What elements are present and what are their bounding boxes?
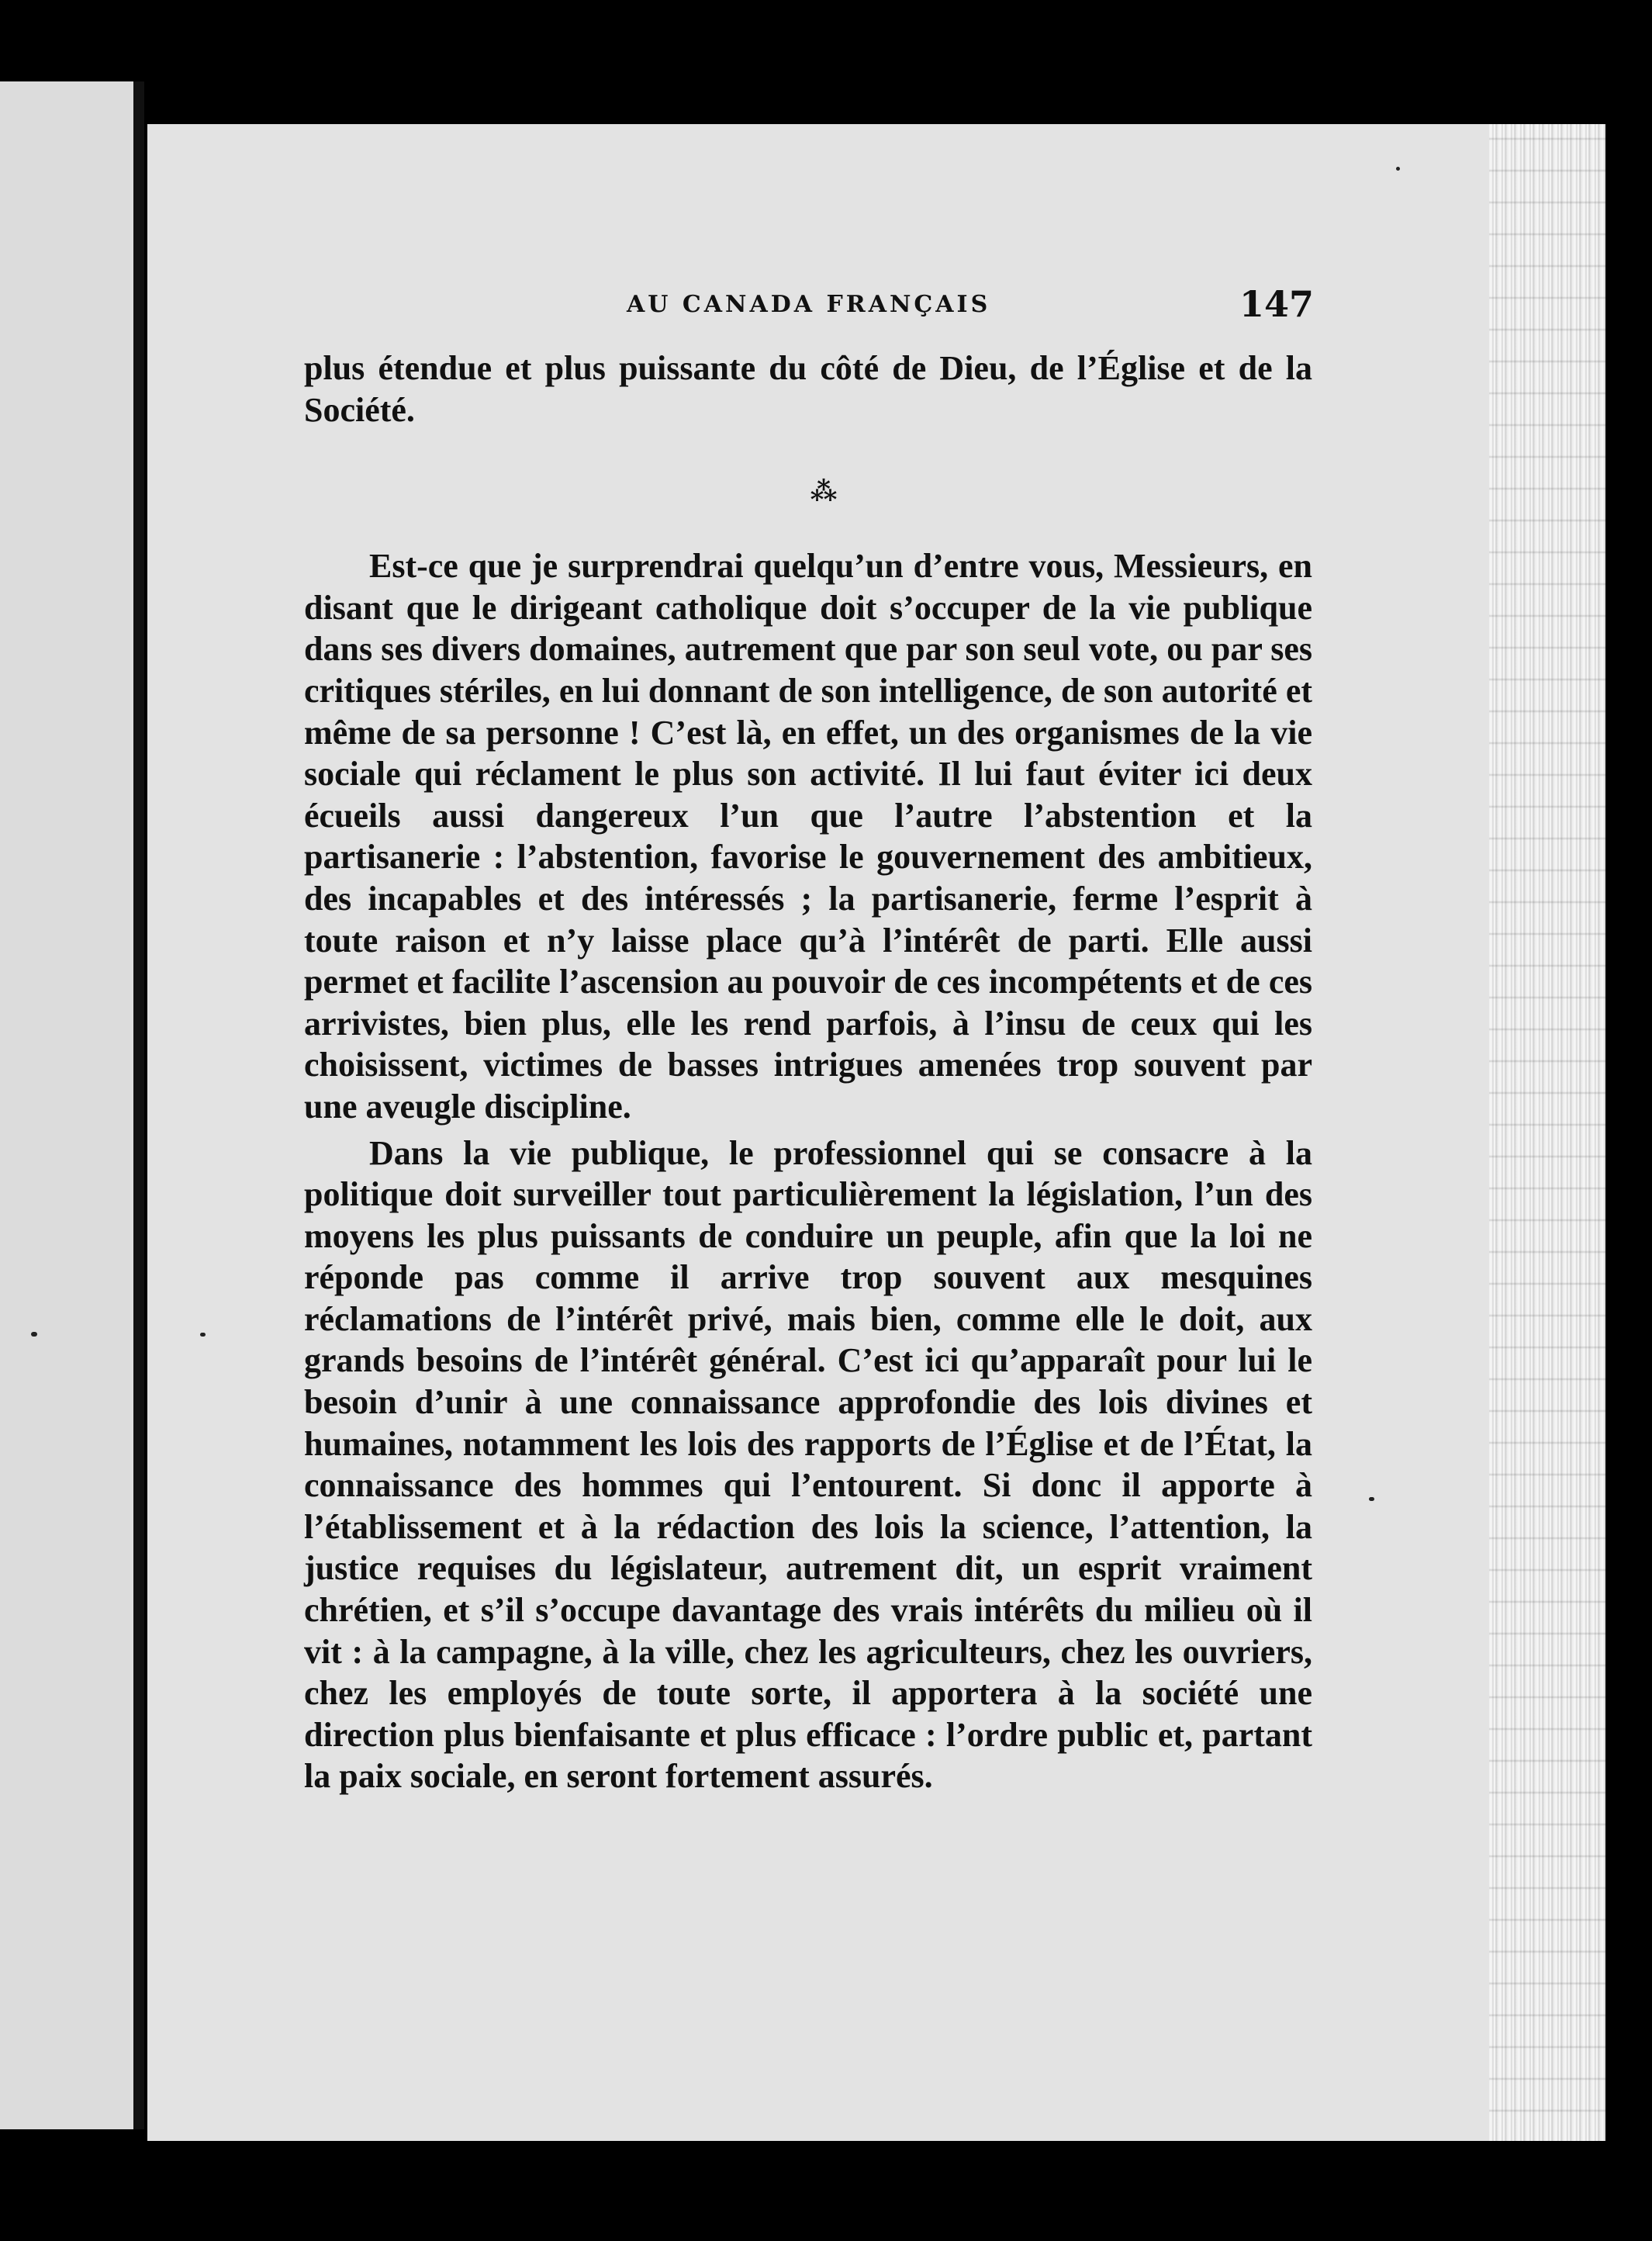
paragraph: Est-ce que je surprendrai quelqu’un d’entre vous, Messieurs, en disant que le dirigeant catholique doit s’occuper de la vie publique dans ses divers domaines, autrement que par son seul vote, ou par ses critiques stériles, en lui donnant de son intelligence, de son autorité et même de sa personne ! C’est là, en effet, un des organismes de la vie sociale qui réclament le plus son activité. Il lui faut éviter ici deux écueils aussi dangereux l’un que l’autre l’abstention et la partisanerie : l’abstention, favorise le gouvernement des ambitieux, des incapables et des intéressés ; la partisanerie, ferme l’esprit à toute raison et n’y laisse place qu’à l’intérêt de parti. Elle aussi permet et facilite l’ascension au pouvoir de ces incompétents et de ces arrivistes, bien plus, elle les rend parfois, à l’insu de ceux qui les choisissent, victimes de basses intrigues amenées trop souvent par une aveugle discipline. bbox=[304, 547, 1312, 1126]
ink-speck bbox=[200, 1333, 206, 1337]
continuation-paragraph: plus étendue et plus puissante du côté de Dieu, de l’Église et de la Société. bbox=[304, 349, 1312, 429]
paragraph: Dans la vie publique, le professionnel qui se consacre à la politique doit surveiller tout particulièrement la législation, l’un des moyens les plus puissants de conduire un peuple, afin que la loi ne réponde pas comme il arrive trop souvent aux mesquines réclamations de l’intérêt privé, mais bien, comme elle le doit, aux grands besoins de l’intérêt général. C’est ici qu’apparaît pour lui le besoin d’unir à une connaissance approfondie des lois divines et humaines, notamment les lois des rapports de l’Église et de l’État, la connaissance des hommes qui l’entourent. Si donc il apporte à l’établissement et à la rédaction des lois la science, l’attention, la justice requises du législateur, autrement dit, un esprit vraiment chrétien, et s’il s’occupe davantage des vrais intérêts du milieu où il vit : à la campagne, à la ville, chez les agriculteurs, chez les ouvriers, chez les employés de toute sorte, il apportera à la société une direction plus bienfaisante et plus efficace : l’ordre public et, partant la paix sociale, en seront fortement assurés. bbox=[304, 1133, 1312, 1796]
page-number: 147 bbox=[1239, 283, 1315, 325]
page-body bbox=[304, 348, 1312, 1797]
page-header bbox=[0, 283, 1652, 337]
ink-speck bbox=[1396, 167, 1400, 171]
ink-speck bbox=[31, 1332, 37, 1337]
ink-speck bbox=[1369, 1497, 1374, 1501]
running-head: AU CANADA FRANÇAIS bbox=[627, 291, 991, 318]
scan-border bbox=[1605, 124, 1652, 2141]
asterism-divider: ⁂ bbox=[810, 476, 838, 508]
facing-page-edge bbox=[0, 81, 144, 2129]
page-stack-edges bbox=[1489, 124, 1605, 2141]
